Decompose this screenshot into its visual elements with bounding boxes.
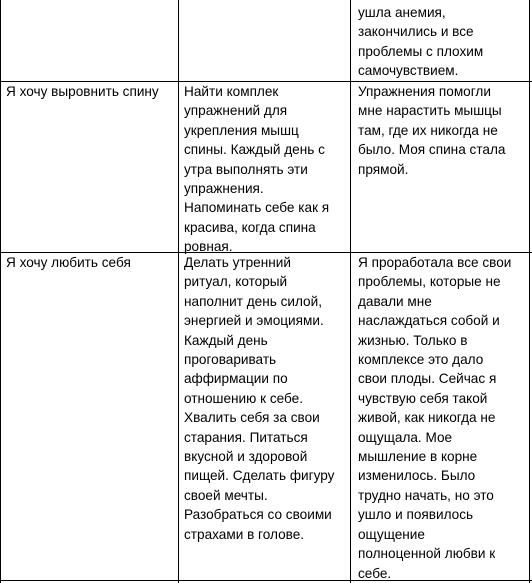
cell-text-line: давали мне [358, 293, 432, 309]
table-cell-result [358, 82, 505, 179]
table-cell-plan [184, 253, 334, 544]
cell-text-line: ровная. [184, 239, 233, 255]
cell-text-line: прямой. [358, 161, 409, 177]
cell-text-line: чувствую себя такой [358, 390, 488, 406]
cell-text-line: ощущала. Мое [358, 429, 453, 445]
cell-text-line: ушла анемия, [358, 5, 446, 20]
cell-text-line: изменилось. Было [358, 468, 476, 484]
table-border-left [0, 0, 1, 583]
table-cell-result [358, 253, 511, 583]
cell-text-line: закончились и все [358, 24, 474, 40]
column-divider-2 [350, 0, 351, 583]
cell-text-line: ушло и появилось [358, 507, 474, 523]
cell-text-line: Я хочу любить себя [6, 255, 131, 270]
cell-text-line: аффирмации по [184, 371, 288, 387]
cell-text-line: себе. [358, 565, 392, 581]
cell-text-line: там, где их никогда не [358, 122, 498, 138]
cell-text-line: страхами в голове. [184, 526, 305, 542]
cell-text-line: проговаривать [184, 352, 277, 368]
cell-text-line: трудно начать, но это [358, 487, 494, 503]
cell-text-line: Хвалить себя за свои [184, 410, 320, 426]
cell-text-line: Я проработала все свои [358, 255, 512, 270]
cell-text-line: Каждый день [184, 332, 268, 348]
cell-text-line: Разобраться со своими [184, 507, 332, 523]
cell-text-line: комплексе это дало [358, 352, 484, 368]
cell-text-line: красива, когда спина [184, 219, 316, 235]
column-divider-1 [178, 0, 179, 583]
cell-text-line: Делать утренний [184, 255, 291, 270]
cell-text-line: проблемы, которые не [358, 274, 501, 290]
table-border-right [529, 0, 530, 583]
cell-text-line: Упражнения помогли [358, 84, 491, 99]
cell-text-line: пищей. Сделать фигуру [184, 468, 335, 484]
cell-text-line: наполнит день силой, [184, 293, 322, 309]
cell-text-line: упражнения. [184, 181, 264, 197]
cell-text-line: укрепления мышц [184, 122, 299, 138]
cell-text-line: ощущение [358, 526, 425, 542]
cell-text-line: вкусной и здоровой [184, 449, 308, 465]
cell-text-line: мышление в корне [358, 449, 478, 465]
cell-text-line: мне нарастить мышцы [358, 103, 502, 119]
table-cell-plan [184, 82, 329, 257]
cell-text-line: упражнений для [184, 103, 288, 119]
cell-text-line: Я хочу выровнить спину [6, 84, 159, 99]
cell-text-line: полноценной любви к [358, 546, 496, 562]
cell-text-line: спины. Каждый день с [184, 142, 325, 158]
cell-text-line: ритуал, который [184, 274, 288, 290]
cell-text-line: было. Моя спина стала [358, 142, 506, 158]
cell-text-line: самочувствием. [358, 63, 459, 79]
table-cell-wish [6, 253, 131, 272]
cell-text-line: наслаждаться собой и [358, 313, 500, 329]
cell-text-line: свои плоды. Сейчас я [358, 371, 497, 387]
table-cell-wish [6, 82, 159, 101]
cell-text-line: проблемы с плохим [358, 43, 484, 59]
cell-text-line: энергией и эмоциями. [184, 313, 324, 329]
cell-text-line: жизнью. Только в [358, 332, 468, 348]
cell-text-line: утра выполнять эти [184, 161, 308, 177]
cell-text-line: живой, как никогда не [358, 410, 496, 426]
cell-text-line: старания. Питаться [184, 429, 308, 445]
table-cell-result [358, 3, 483, 81]
cell-text-line: своей мечты. [184, 487, 268, 503]
cell-text-line: отношению к себе. [184, 390, 303, 406]
cell-text-line: Найти комплек [184, 84, 279, 99]
cell-text-line: Напоминать себе как я [184, 200, 330, 216]
